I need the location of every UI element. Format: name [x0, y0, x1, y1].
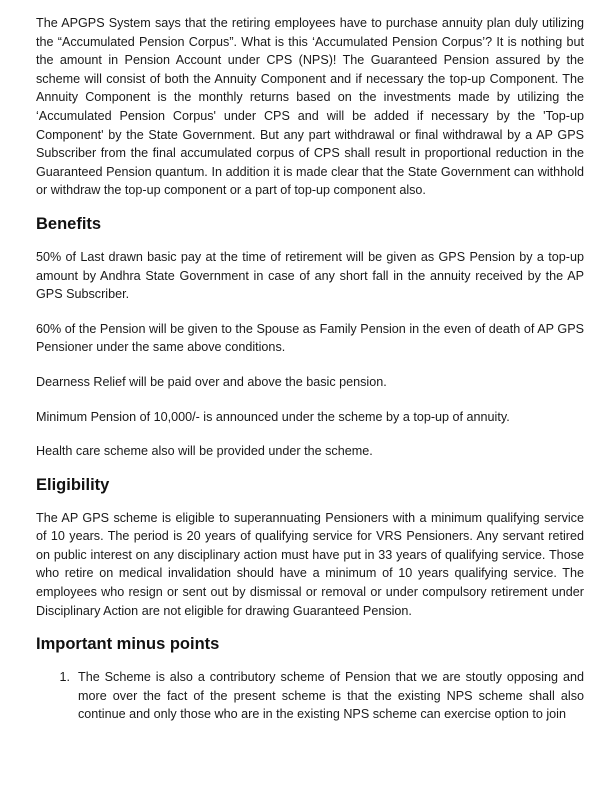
intro-paragraph: The APGPS System says that the retiring employees have to purchase annuity plan duly utilizing the “Accumulated Pension Corpus”. What is this ‘Accumulated Pension Corpus’? It is nothing but the amount in Pension Account under CPS (NPS)! The Guaranteed Pension assured by the scheme will consist of both the Annuity Component and if necessary the top-up Component. The Annuity Component is the monthly returns based on the investments made by utilizing the ‘Accumulated Pension Corpus' under CPS and will be added if necessary by the 'Top-up Component' by the State Government. But any part withdrawal or final withdrawal by a AP GPS Subscriber from the final accumulated corpus of CPS shall result in proportional reduction in the Guaranteed Pension quantum. In addition it is made clear that the State Government can withhold or withdraw the top-up component or a part of top-up component also.: [36, 16, 584, 198]
document-page: [36, 14, 584, 724]
benefits-heading: Benefits: [36, 214, 102, 233]
benefit-item: Health care scheme also will be provided under the scheme.: [36, 444, 373, 459]
benefit-item: 50% of Last drawn basic pay at the time of retirement will be given as GPS Pension by a top-up amount by Andhra State Government in case of any short fall in the annuity received by the AP GPS Subscriber.: [36, 249, 584, 302]
list-item-text: The Scheme is also a contributory scheme of Pension that we are stoutly opposing and more over the fact of the present scheme is that the existing NPS scheme shall also continue and only those who are in the existing NPS scheme can exercise option to join: [78, 670, 584, 722]
list-item: [36, 668, 584, 724]
minus-points-heading: Important minus points: [36, 635, 220, 654]
minus-points-list: [36, 668, 584, 724]
eligibility-heading: Eligibility: [36, 475, 110, 494]
benefit-item: Dearness Relief will be paid over and above the basic pension.: [36, 374, 387, 389]
benefit-item: 60% of the Pension will be given to the Spouse as Family Pension in the even of death of AP GPS Pensioner under the same above conditions.: [36, 321, 584, 355]
list-item-number: 1.: [59, 670, 70, 685]
eligibility-paragraph: The AP GPS scheme is eligible to superannuating Pensioners with a minimum qualifying service of 10 years. The period is 20 years of qualifying service for VRS Pensioners. Any servant retired on public interest on any disciplinary action must have put in 33 years of qualifying service. Those who retire on medical invalidation should have a minimum of 10 years qualifying service. The employees who resign or sent out by dismissal or removal or under compulsory retirement under Disciplinary Action are not eligible for drawing Guaranteed Pension.: [36, 510, 584, 618]
benefit-item: Minimum Pension of 10,000/- is announced under the scheme by a top-up of annuity.: [36, 409, 510, 424]
